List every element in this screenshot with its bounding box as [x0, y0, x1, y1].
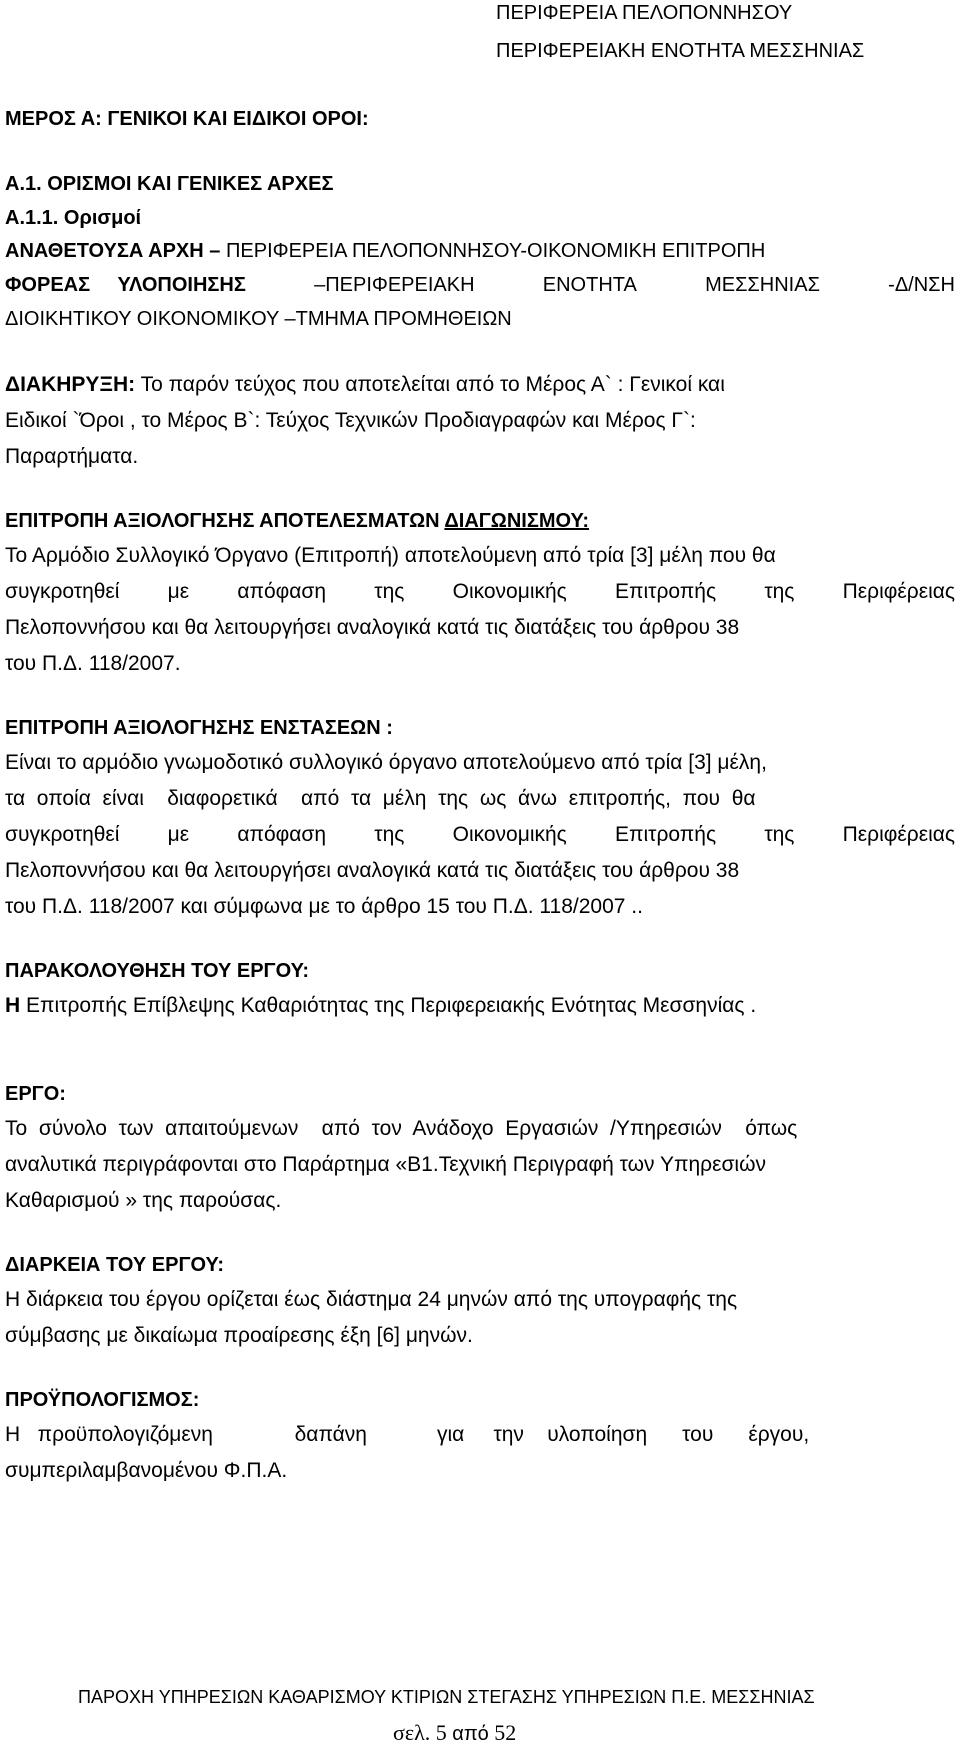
- section-a1-title: Α.1. ΟΡΙΣΜΟΙ ΚΑΙ ΓΕΝΙΚΕΣ ΑΡΧΕΣ: [5, 173, 334, 195]
- evaluation-committee-line-1: Το Αρμόδιο Συλλογικό Όργανο (Επιτροπή) αποτελούμενη από τρία [3] μέλη που θα: [5, 544, 776, 567]
- page-number: [393, 1720, 516, 1746]
- supervision-text: Επιτροπής Επίβλεψης Καθαριότητας της Περιφερειακής Ενότητας Μεσσηνίας .: [20, 994, 757, 1017]
- project-line-3: Καθαρισμού » της παρούσας.: [5, 1189, 282, 1212]
- supervision-line: [5, 994, 955, 1018]
- implementing-body-label: ΦΟΡΕΑΣ ΥΛΟΠΟΙΗΣΗΣ: [5, 274, 246, 296]
- section-a11-number: Α.1.1.: [5, 207, 59, 229]
- objections-committee-line-5: του Π.Δ. 118/2007 και σύμφωνα με το άρθρο 15 του Π.Δ. 118/2007 ..: [5, 895, 643, 918]
- implementing-body: [5, 274, 955, 297]
- supervision-title: ΠΑΡΑΚΟΛΟΥΘΗΣΗ ΤΟΥ ΕΡΓΟΥ:: [5, 960, 310, 982]
- implementing-body-part-4: -Δ/ΝΣΗ: [888, 274, 955, 296]
- proclamation-label: ΔΙΑΚΗΡΥΞΗ:: [5, 373, 136, 396]
- supervision-bold-word: Η: [5, 994, 21, 1017]
- evaluation-committee-title-part1: ΕΠΙΤΡΟΠΗ ΑΞΙΟΛΟΓΗΣΗΣ ΑΠΟΤΕΛΕΣΜΑΤΩΝ: [5, 510, 445, 532]
- page-of-label: από: [452, 1723, 489, 1745]
- budget-title: ΠΡΟΫΠΟΛΟΓΙΣΜΟΣ:: [5, 1389, 200, 1411]
- implementing-body-part-3: ΜΕΣΣΗΝΙΑΣ: [705, 274, 820, 296]
- budget-line-1: Η προϋπολογιζόμενη δαπάνη για την υλοποίηση του έργου,: [5, 1423, 810, 1446]
- evaluation-committee-line-4: του Π.Δ. 118/2007.: [5, 652, 181, 675]
- objections-committee-line-4: Πελοποννήσου και θα λειτουργήσει αναλογικά κατά τις διατάξεις του άρθρου 38: [5, 859, 740, 882]
- objections-committee-title: ΕΠΙΤΡΟΠΗ ΑΞΙΟΛΟΓΗΣΗΣ ΕΝΣΤΑΣΕΩΝ :: [5, 717, 393, 739]
- objections-committee-line-1: Είναι το αρμόδιο γνωμοδοτικό συλλογικό όργανο αποτελούμενο από τρία [3] μέλη,: [5, 751, 767, 774]
- project-line-1: Το σύνολο των απαιτούμενων από τον Ανάδοχο Εργασιών /Υπηρεσιών όπως: [5, 1117, 798, 1140]
- section-a11-label: Ορισμοί: [63, 207, 142, 229]
- evaluation-committee-line-3: Πελοποννήσου και θα λειτουργήσει αναλογικά κατά τις διατάξεις του άρθρου 38: [5, 616, 740, 639]
- duration-line-2: σύμβασης με δικαίωμα προαίρεσης έξη [6] μηνών.: [5, 1324, 473, 1347]
- contracting-authority-label: ΑΝΑΘΕΤΟΥΣΑ ΑΡΧΗ –: [5, 240, 221, 262]
- section-a11-title: [5, 207, 141, 230]
- header-region: ΠΕΡΙΦΕΡΕΙΑ ΠΕΛΟΠΟΝΝΗΣΟΥ: [496, 2, 793, 24]
- proclamation-line-1: [5, 373, 955, 397]
- objections-committee-line-3: συγκροτηθεί με απόφαση της Οικονομικής Επιτροπής της Περιφέρειας: [5, 823, 955, 846]
- duration-line-1: Η διάρκεια του έργου ορίζεται έως διάστημα 24 μηνών από της υπογραφής της: [5, 1288, 738, 1311]
- evaluation-committee-title-part2: ΔΙΑΓΩΝΙΣΜΟΥ:: [444, 510, 590, 532]
- page-label: σελ.: [393, 1720, 431, 1745]
- proclamation-text-1: Το παρόν τεύχος που αποτελείται από το Μέρος Α` : Γενικοί και: [135, 373, 725, 396]
- header-unit: ΠΕΡΙΦΕΡΕΙΑΚΗ ΕΝΟΤΗΤΑ ΜΕΣΣΗΝΙΑΣ: [496, 40, 865, 62]
- budget-line-2: συμπεριλαμβανομένου Φ.Π.Α.: [5, 1459, 288, 1482]
- page-total: 52: [494, 1720, 517, 1745]
- project-title: ΕΡΓΟ:: [5, 1083, 66, 1105]
- part-title: ΜΕΡΟΣ Α: ΓΕΝΙΚΟΙ ΚΑΙ ΕΙΔΙΚΟΙ ΟΡΟΙ:: [5, 108, 369, 130]
- project-line-2: αναλυτικά περιγράφονται στο Παράρτημα «Β1.Τεχνική Περιγραφή των Υπηρεσιών: [5, 1153, 766, 1176]
- contracting-authority-value: ΠΕΡΙΦΕΡΕΙΑ ΠΕΛΟΠΟΝΝΗΣΟΥ-ΟΙΚΟΝΟΜΙΚΗ ΕΠΙΤΡΟΠΗ: [220, 240, 766, 262]
- implementing-body-part-1: –ΠΕΡΙΦΕΡΕΙΑΚΗ: [314, 274, 475, 296]
- implementing-body-part-2: ΕΝΟΤΗΤΑ: [542, 274, 637, 296]
- proclamation-line-2: Ειδικοί `Όροι , το Μέρος Β`: Τεύχος Τεχνικών Προδιαγραφών και Μέρος Γ`:: [5, 409, 696, 432]
- proclamation-line-3: Παραρτήματα.: [5, 445, 139, 468]
- evaluation-committee-line-2: συγκροτηθεί με απόφαση της Οικονομικής Επιτροπής της Περιφέρειας: [5, 580, 955, 603]
- evaluation-committee-title: [5, 510, 589, 533]
- objections-committee-line-2: τα οποία είναι διαφορετικά από τα μέλη της ως άνω επιτροπής, που θα: [5, 787, 756, 810]
- page-current: 5: [435, 1720, 447, 1745]
- footer-text: ΠΑΡΟΧΗ ΥΠΗΡΕΣΙΩΝ ΚΑΘΑΡΙΣΜΟΥ ΚΤΙΡΙΩΝ ΣΤΕΓΑΣΗΣ ΥΠΗΡΕΣΙΩΝ Π.Ε. ΜΕΣΣΗΝΙΑΣ: [78, 1687, 815, 1707]
- duration-title: ΔΙΑΡΚΕΙΑ ΤΟΥ ΕΡΓΟΥ:: [5, 1254, 225, 1276]
- contracting-authority: [5, 240, 955, 263]
- implementing-body-line2: ΔΙΟΙΚΗΤΙΚΟΥ ΟΙΚΟΝΟΜΙΚΟΥ –ΤΜΗΜΑ ΠΡΟΜΗΘΕΙΩΝ: [5, 308, 512, 330]
